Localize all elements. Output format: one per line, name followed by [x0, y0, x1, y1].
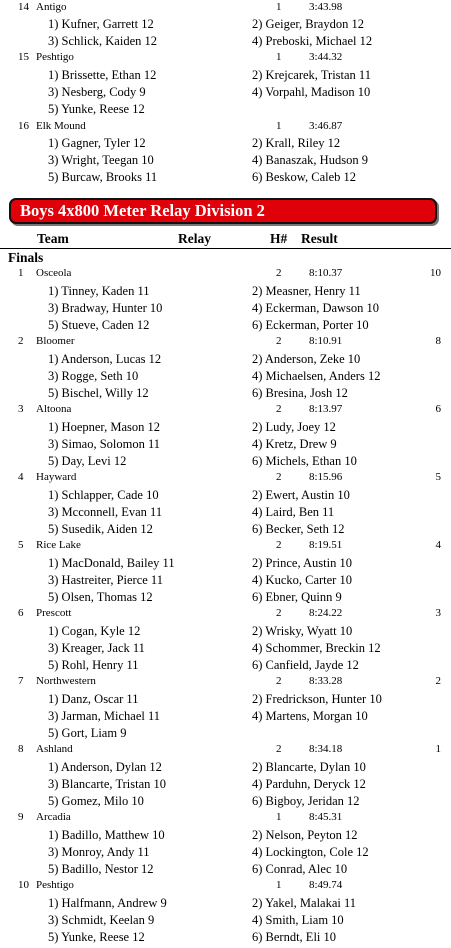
runner: 1) Danz, Oscar 11 [48, 692, 139, 706]
team-points: 2 [435, 675, 441, 687]
team-heat: 1 [276, 51, 282, 63]
runner-row [0, 759, 451, 776]
runner: 1) Tinney, Kaden 11 [48, 284, 150, 298]
runner: 5) Day, Levi 12 [48, 454, 127, 468]
team-row [0, 401, 451, 418]
runner: 4) Banaszak, Hudson 9 [252, 153, 368, 167]
team-place: 4 [18, 471, 24, 483]
runner-row [0, 283, 451, 300]
team-heat: 2 [276, 471, 282, 483]
runner: 2) Krejcarek, Tristan 11 [252, 68, 371, 82]
runner: 1) Cogan, Kyle 12 [48, 624, 141, 638]
runner: 3) Jarman, Michael 11 [48, 709, 160, 723]
runner: 2) Measner, Henry 11 [252, 284, 361, 298]
runner: 6) Ebner, Quinn 9 [252, 590, 342, 604]
team-place: 14 [18, 1, 29, 13]
team-heat: 2 [276, 335, 282, 347]
team-time: 3:43.98 [309, 1, 343, 13]
runner: 1) Schlapper, Cade 10 [48, 488, 159, 502]
runner: 6) Eckerman, Porter 10 [252, 318, 369, 332]
team-points: 8 [435, 335, 441, 347]
team-school: Elk Mound [36, 120, 86, 132]
team-school: Peshtigo [36, 51, 74, 63]
runner: 4) Michaelsen, Anders 12 [252, 369, 381, 383]
runner: 2) Yakel, Malakai 11 [252, 896, 357, 910]
runner: 4) Smith, Liam 10 [252, 913, 344, 927]
runner: 1) Kufner, Garrett 12 [48, 17, 154, 31]
team-row [0, 333, 451, 350]
runner: 1) Halfmann, Andrew 9 [48, 896, 167, 910]
runner-row [0, 368, 451, 385]
runner: 5) Gomez, Milo 10 [48, 794, 144, 808]
runner-row [0, 152, 451, 169]
runner: 2) Fredrickson, Hunter 10 [252, 692, 382, 706]
prev-event-results [0, 0, 451, 190]
runner: 5) Yunke, Reese 12 [48, 102, 145, 116]
runner-row [0, 657, 451, 674]
header-relay: Relay [178, 231, 211, 246]
team-place: 2 [18, 335, 24, 347]
runner: 1) Anderson, Dylan 12 [48, 760, 162, 774]
runner: 3) Hastreiter, Pierce 11 [48, 573, 163, 587]
runner-row [0, 385, 451, 402]
runner: 2) Krall, Riley 12 [252, 136, 341, 150]
runner: 4) Kucko, Carter 10 [252, 573, 352, 587]
team-school: Altoona [36, 403, 72, 415]
runner: 6) Becker, Seth 12 [252, 522, 345, 536]
team-school: Osceola [36, 267, 72, 279]
runner-row [0, 101, 451, 118]
team-time: 8:15.96 [309, 471, 343, 483]
runner: 1) Badillo, Matthew 10 [48, 828, 165, 842]
team-heat: 2 [276, 607, 282, 619]
runner: 2) Ewert, Austin 10 [252, 488, 350, 502]
runner: 5) Bischel, Willy 12 [48, 386, 149, 400]
runner: 3) Rogge, Seth 10 [48, 369, 139, 383]
team-row [0, 49, 451, 66]
team-place: 16 [18, 120, 29, 132]
team-place: 3 [18, 403, 24, 415]
runner: 2) Anderson, Zeke 10 [252, 352, 361, 366]
team-time: 8:10.91 [309, 335, 343, 347]
runner: 3) Monroy, Andy 11 [48, 845, 150, 859]
runner-row [0, 169, 451, 186]
team-row [0, 265, 451, 282]
header-result: Result [301, 231, 338, 246]
runner: 3) Blancarte, Tristan 10 [48, 777, 167, 791]
team-heat: 1 [276, 1, 282, 13]
runner-row [0, 33, 451, 50]
runner-row [0, 895, 451, 912]
team-school: Prescott [36, 607, 72, 619]
runner: 4) Vorpahl, Madison 10 [252, 85, 371, 99]
team-school: Northwestern [36, 675, 96, 687]
runner: 1) MacDonald, Bailey 11 [48, 556, 175, 570]
runner-row [0, 135, 451, 152]
runner-row [0, 300, 451, 317]
team-heat: 1 [276, 811, 282, 823]
team-time: 8:49.74 [309, 879, 343, 891]
team-school: Hayward [36, 471, 77, 483]
runner-row [0, 776, 451, 793]
runner-row [0, 912, 451, 929]
runner: 5) Burcaw, Brooks 11 [48, 170, 158, 184]
team-place: 5 [18, 539, 24, 551]
team-place: 8 [18, 743, 24, 755]
runner-row [0, 844, 451, 861]
team-heat: 2 [276, 267, 282, 279]
runner: 4) Preboski, Michael 12 [252, 34, 373, 48]
runner-row [0, 691, 451, 708]
team-row [0, 118, 451, 135]
runner: 4) Martens, Morgan 10 [252, 709, 368, 723]
runner-row [0, 827, 451, 844]
runner: 3) Nesberg, Cody 9 [48, 85, 146, 99]
runner-row [0, 640, 451, 657]
team-points: 1 [435, 743, 441, 755]
team-time: 3:46.87 [309, 120, 343, 132]
runner: 6) Berndt, Eli 10 [252, 930, 337, 944]
team-row [0, 605, 451, 622]
runner-row [0, 419, 451, 436]
team-points: 6 [435, 403, 441, 415]
runner: 4) Laird, Ben 11 [252, 505, 335, 519]
team-points: 3 [435, 607, 441, 619]
team-time: 3:44.32 [309, 51, 343, 63]
team-points: 10 [430, 267, 441, 279]
runner: 6) Canfield, Jayde 12 [252, 658, 359, 672]
runner-row [0, 589, 451, 606]
runner-row [0, 436, 451, 453]
team-row [0, 0, 451, 16]
runner-row [0, 317, 451, 334]
team-place: 9 [18, 811, 24, 823]
runner: 2) Nelson, Peyton 12 [252, 828, 358, 842]
team-points: 5 [435, 471, 441, 483]
team-place: 1 [18, 267, 24, 279]
header-team: Team [37, 231, 69, 246]
team-place: 15 [18, 51, 29, 63]
runner-row [0, 725, 451, 742]
runner: 4) Lockington, Cole 12 [252, 845, 369, 859]
runner: 3) Schmidt, Keelan 9 [48, 913, 155, 927]
runner: 5) Stueve, Caden 12 [48, 318, 150, 332]
event-banner [9, 198, 437, 224]
header-heat: H# [270, 231, 288, 246]
team-time: 8:33.28 [309, 675, 343, 687]
event-results [0, 265, 451, 948]
team-heat: 2 [276, 675, 282, 687]
team-heat: 2 [276, 539, 282, 551]
runner: 5) Rohl, Henry 11 [48, 658, 139, 672]
runner: 4) Kretz, Drew 9 [252, 437, 337, 451]
runner-row [0, 623, 451, 640]
results-header [0, 230, 451, 249]
team-heat: 2 [276, 403, 282, 415]
runner: 5) Yunke, Reese 12 [48, 930, 145, 944]
section-label: Finals [8, 250, 44, 265]
team-time: 8:34.18 [309, 743, 343, 755]
team-row [0, 809, 451, 826]
team-heat: 2 [276, 743, 282, 755]
team-school: Bloomer [36, 335, 75, 347]
runner: 4) Parduhn, Deryck 12 [252, 777, 366, 791]
team-time: 8:24.22 [309, 607, 343, 619]
team-heat: 1 [276, 120, 282, 132]
runner: 6) Michels, Ethan 10 [252, 454, 357, 468]
runner-row [0, 861, 451, 878]
team-row [0, 537, 451, 554]
runner: 6) Beskow, Caleb 12 [252, 170, 357, 184]
team-time: 8:13.97 [309, 403, 343, 415]
runner-row [0, 16, 451, 33]
runner-row [0, 84, 451, 101]
runner: 6) Bigboy, Jeridan 12 [252, 794, 360, 808]
event-title: Boys 4x800 Meter Relay Division 2 [20, 201, 265, 220]
runner: 5) Gort, Liam 9 [48, 726, 127, 740]
team-heat: 1 [276, 879, 282, 891]
team-row [0, 877, 451, 894]
runner-row [0, 793, 451, 810]
team-points: 4 [435, 539, 441, 551]
runner: 3) Wright, Teegan 10 [48, 153, 154, 167]
team-time: 8:10.37 [309, 267, 343, 279]
runner-row [0, 572, 451, 589]
team-place: 7 [18, 675, 24, 687]
runner: 6) Bresina, Josh 12 [252, 386, 348, 400]
runner: 2) Geiger, Braydon 12 [252, 17, 364, 31]
runner: 2) Wrisky, Wyatt 10 [252, 624, 353, 638]
runner-row [0, 487, 451, 504]
team-place: 10 [18, 879, 29, 891]
runner-row [0, 67, 451, 84]
runner: 1) Gagner, Tyler 12 [48, 136, 146, 150]
team-time: 8:45.31 [309, 811, 343, 823]
runner: 3) Mcconnell, Evan 11 [48, 505, 163, 519]
runner: 5) Olsen, Thomas 12 [48, 590, 153, 604]
runner: 2) Ludy, Joey 12 [252, 420, 336, 434]
runner: 3) Kreager, Jack 11 [48, 641, 145, 655]
team-place: 6 [18, 607, 24, 619]
team-school: Peshtigo [36, 879, 74, 891]
team-school: Rice Lake [36, 539, 81, 551]
runner: 6) Conrad, Alec 10 [252, 862, 348, 876]
team-school: Arcadia [36, 811, 71, 823]
runner: 3) Schlick, Kaiden 12 [48, 34, 158, 48]
runner: 4) Schommer, Breckin 12 [252, 641, 381, 655]
team-row [0, 741, 451, 758]
runner: 1) Brissette, Ethan 12 [48, 68, 157, 82]
team-time: 8:19.51 [309, 539, 343, 551]
runner-row [0, 708, 451, 725]
runner-row [0, 555, 451, 572]
team-row [0, 469, 451, 486]
runner-row [0, 929, 451, 946]
runner: 3) Bradway, Hunter 10 [48, 301, 163, 315]
runner-row [0, 521, 451, 538]
team-row [0, 673, 451, 690]
runner-row [0, 453, 451, 470]
runner: 1) Hoepner, Mason 12 [48, 420, 160, 434]
team-school: Ashland [36, 743, 73, 755]
runner: 2) Blancarte, Dylan 10 [252, 760, 366, 774]
runner-row [0, 504, 451, 521]
runner: 2) Prince, Austin 10 [252, 556, 352, 570]
runner-row [0, 351, 451, 368]
runner: 5) Badillo, Nestor 12 [48, 862, 154, 876]
team-school: Antigo [36, 1, 67, 13]
runner: 5) Susedik, Aiden 12 [48, 522, 153, 536]
runner: 3) Simao, Solomon 11 [48, 437, 161, 451]
runner: 4) Eckerman, Dawson 10 [252, 301, 380, 315]
runner: 1) Anderson, Lucas 12 [48, 352, 162, 366]
